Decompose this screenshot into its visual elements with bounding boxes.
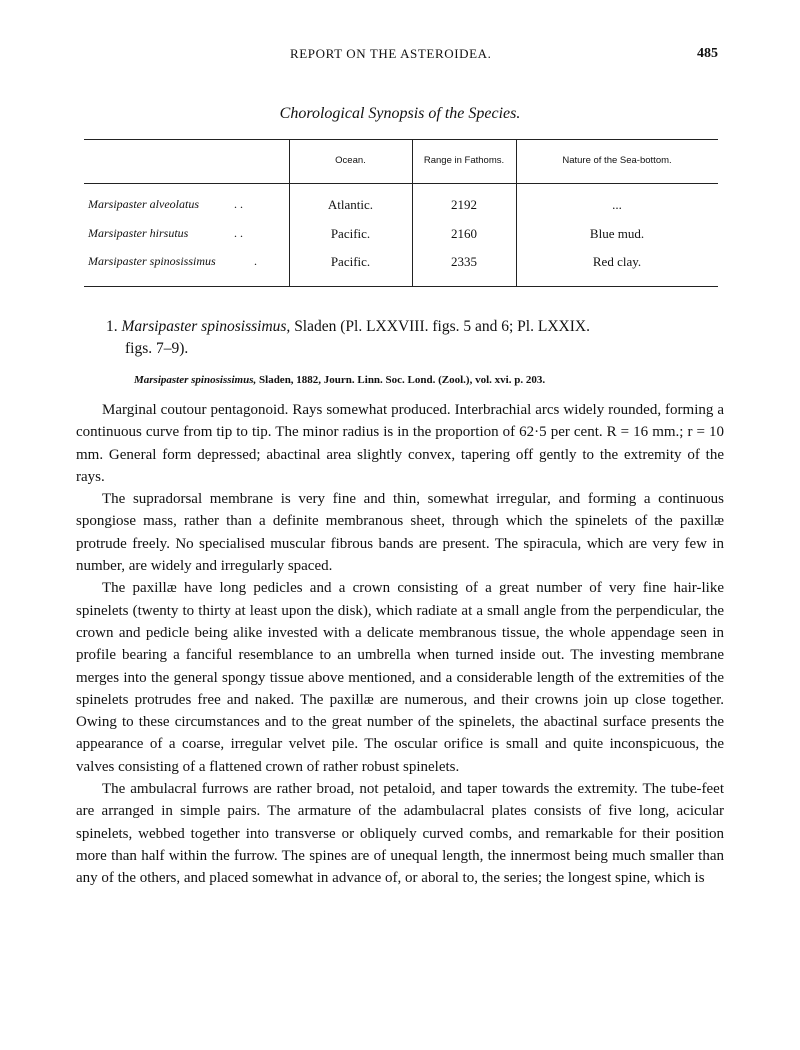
table-cell-ocean: Pacific. <box>330 254 371 269</box>
column-header-ocean: Ocean. <box>335 155 366 166</box>
table-cell-range: 2160 <box>451 226 477 241</box>
reference-species-name: Marsipaster spinosissimus, <box>134 374 257 386</box>
paragraph-supradorsal-membrane: The supradorsal membrane is very fine and thin, somewhat irregular, and forming a continuous spongiose mass, rather than a definite membranous sheet, through which the spinelets of the paxillæ protrude freely. No specialised muscular fibrous bands are present. The spiracula, which are very few in number, are widely and irregularly spaced. <box>76 491 724 575</box>
running-title: REPORT ON THE ASTEROIDEA. <box>290 46 492 61</box>
table-cell-leader: . . <box>234 197 243 211</box>
page-number: 485 <box>697 46 718 61</box>
column-header-sea-bottom: Nature of the Sea-bottom. <box>562 155 672 166</box>
table-cell-ocean: Pacific. <box>330 226 371 241</box>
table-cell-ocean: Atlantic. <box>327 197 374 212</box>
column-header-range: Range in Fathoms. <box>423 155 505 166</box>
species-heading-continued: figs. 7–9). <box>125 340 189 357</box>
description-body <box>76 399 724 890</box>
paragraph-paxillae: The paxillæ have long pedicles and a crown consisting of a great number of very fine hair-like spinelets (twenty to thirty at least upon the disk), which radiate at a small angle from the perpendicular, the crown and pedicle being alike invested with a delicate membranous tissue, the whole appendage seen in profile bearing a fanciful resemblance to an umbrella when turned inside out. The investing membrane merges into the general spongy tissue above mentioned, and a considerable length of the extremities of the spinelets protrudes free and naked. The paxillæ are numerous, and their crowns join up close together. Owing to these circumstances and to the great number of the spinelets, the abactinal surface presents the appearance of a coarse, irregular velvet pile. The oscular orifice is small and quite inconspicuous, the valves consisting of a flattened crown of rather robust spinelets. <box>76 580 724 775</box>
running-head <box>0 46 800 66</box>
reference-citation: Sladen, 1882, Journ. Linn. Soc. Lond. (Zool.), vol. xvi. p. 203. <box>259 374 546 386</box>
table-cell-bottom: Red clay. <box>592 254 642 269</box>
table-cell-bottom: Blue mud. <box>589 226 645 241</box>
entry-species-name: Marsipaster spinosissimus, <box>121 318 291 335</box>
table-cell-leader: . <box>254 254 257 268</box>
entry-authority: Sladen (Pl. LXXVIII. figs. 5 and 6; Pl. LXXIX. <box>294 318 590 335</box>
paragraph-form: Marginal coutour pentagonoid. Rays somewhat produced. Interbrachial arcs widely rounded, forming a continuous curve from tip to tip. The minor radius is in the proportion of 62·5 per cent. R = 16 mm.; r = 10 mm. General form depressed; abactinal area slightly convex, tapering off gently to the extremity of the rays. <box>76 402 724 485</box>
table-cell-leader: . . <box>234 226 243 240</box>
table-cell-species: Marsipaster spinosissimus <box>88 254 216 268</box>
synopsis-title: Chorological Synopsis of the Species. <box>279 105 521 122</box>
bibliographic-reference <box>134 374 545 386</box>
species-heading <box>106 318 590 336</box>
chorological-table <box>84 139 718 287</box>
table-cell-species: Marsipaster hirsutus <box>88 226 189 240</box>
paragraph-ambulacral-furrows: The ambulacral furrows are rather broad, not petaloid, and taper towards the extremity. The tube-feet are arranged in simple pairs. The armature of the adambulacral plates consists of five long, acicular spinelets, webbed together into transverse or obliquely curved combs, and remarkable for their position more than half within the furrow. The spines are of unequal length, the innermost being much smaller than any of the others, and placed somewhat in advance of, or aboral to, the series; the longest spine, which is <box>76 781 724 887</box>
entry-number: 1. <box>106 318 118 335</box>
table-header-rule <box>84 183 718 184</box>
table-cell-range: 2192 <box>451 197 477 212</box>
table-cell-bottom: ... <box>612 197 622 212</box>
table-cell-range: 2335 <box>451 254 477 269</box>
table-cell-species: Marsipaster alveolatus <box>88 197 199 211</box>
